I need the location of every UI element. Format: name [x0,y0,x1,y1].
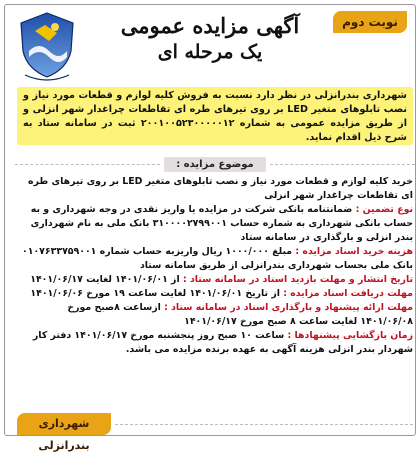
detail-label: نوع تضمین : [355,204,413,215]
notice-frame [4,4,416,452]
intro-paragraph: شهرداری بندرانزلی در نظر دارد نسبت به فروش کلیه لوازم و قطعات مورد نیاز و نصب تابلوهای متغیر LED بر روی تیرهای طره ای تقاطعات چراغدار شهر انزلی و از طریق مزایده عمومی به شماره ۲۰۰۱۰۰۵۲۳۰۰۰۰۰۱۲ ثبت در سامانه ستاد به شرح ذیل اقدام نماید. [17,87,413,145]
municipality-logo-icon [15,11,79,85]
detail-item [17,287,413,301]
detail-item [17,245,413,273]
divider [15,164,160,165]
section-header [15,155,415,173]
detail-item [17,329,413,357]
detail-item [17,301,413,329]
detail-label: تاریخ انتشار و مهلت بازدید اسناد در سامانه ستاد : [182,274,413,285]
detail-text: مبلغ ۱۰۰۰/۰۰۰ ریال واریزبه حساب شماره ۰۱۰۷۶۳۳۷۵۹۰۰۱ بانک ملی بحساب شهرداری بندرانزلی از طریق سامانه ستاد [22,246,413,271]
notice-details [17,175,413,357]
detail-label: هزینه خرید اسناد مزایده : [295,246,413,257]
detail-text: خرید کلیه لوازم و قطعات مورد نیاز و نصب تابلوهای متغیر LED بر روی تیرهای طره ای تقاطعات چراغدار شهر انزلی [28,176,413,201]
detail-text: ضمانتنامه بانکی شرکت در مزایده یا واریز نقدی در وجه شهرداری و به حساب بانکی شهرداری به شماره حساب ۳۱۰۰۰۰۲۷۹۹۰۰۱ بانک ملی به نام شهرداری بندر انزلی و بارگذاری در سامانه ستاد [30,204,413,243]
detail-label: مهلت ارائه پیشنهاد و بارگذاری اسناد در سامانه ستاد : [164,302,413,313]
detail-text: از تاریخ ۱۴۰۱/۰۶/۰۱ لغایت ساعت ۱۹ مورخ ۱۴۰۱/۰۶/۰۶ [30,288,280,299]
detail-item [17,203,413,245]
notice-round-ribbon: نوبت دوم [333,11,407,33]
detail-text: ساعت ۱۰ صبح روز پنجشنبه مورخ ۱۴۰۱/۰۶/۱۷ دفتر کار شهردار بندر انزلی هزینه آگهی به عهده برنده مزایده می باشد. [32,330,413,355]
notice-title: آگهی مزایده عمومی [120,13,300,38]
footer-municipality-tag: شهرداری بندرانزلی [17,413,111,435]
divider [115,424,413,425]
section-title: موضوع مزایده : [164,157,265,172]
notice-subtitle: یک مرحله ای [157,41,263,63]
detail-label: مهلت دریافت اسناد مزایده : [283,288,413,299]
detail-text: از ۱۴۰۱/۰۶/۰۱ لغایت ۱۴۰۱/۰۶/۱۷ [30,274,180,285]
detail-label: زمان بازگشایی پیشنهادها : [287,330,413,341]
detail-item [17,273,413,287]
divider [270,164,415,165]
detail-text: ازساعت ۸صبح مورخ ۱۴۰۱/۰۶/۰۸ لغایت ساعت ۸ صبح مورخ ۱۴۰۱/۰۶/۱۷ [67,302,413,327]
detail-item [17,175,413,203]
